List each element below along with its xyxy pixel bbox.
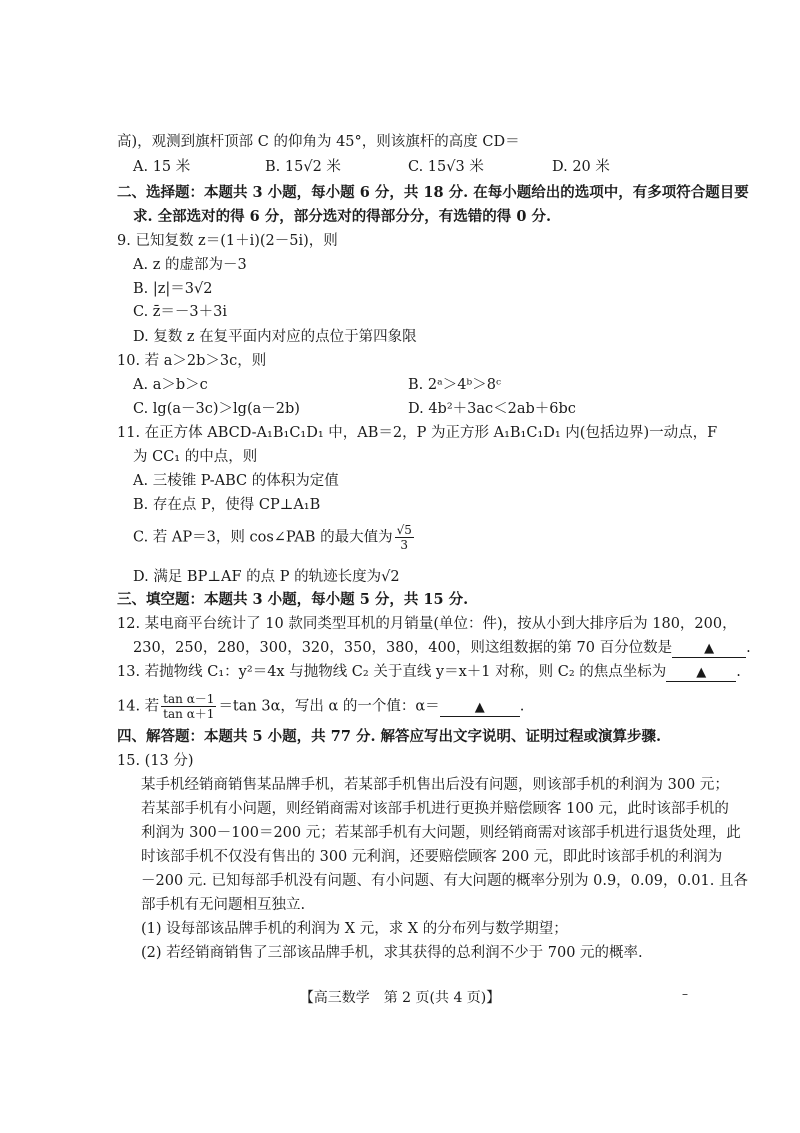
- q11-option-c: [133, 523, 416, 552]
- page-footer: 【高三数学 第 2 页(共 4 页)】: [299, 990, 501, 1006]
- q11-option-d: D. 满足 BP⊥AF 的点 P 的轨迹长度为√2: [133, 569, 400, 585]
- q9-option-a: A. z 的虚部为－3: [133, 257, 247, 273]
- q15-para-line1: 某手机经销商销售某品牌手机，若某部手机售出后没有问题，则该部手机的利润为 300 元；: [141, 777, 729, 793]
- q11-option-c-denominator: 3: [400, 538, 409, 552]
- q8-tail-text: 高)，观测到旗杆顶部 C 的仰角为 45°，则该旗杆的高度 CD＝: [117, 134, 520, 150]
- q13-line: [117, 662, 741, 682]
- blank-triangle-icon: ▲: [696, 665, 707, 680]
- q10-option-c: C. lg(a－3c)＞lg(a－2b): [133, 401, 300, 417]
- q15-subquestion-2: (2) 若经销商销售了三部该品牌手机，求其获得的总利润不少于 700 元的概率.: [141, 945, 643, 961]
- q8-option-a: A. 15 米: [133, 159, 191, 175]
- q10-option-d: D. 4b²＋3ac＜2ab＋6bc: [408, 401, 576, 417]
- footer-dash-mark: –: [682, 987, 688, 1001]
- q8-option-c: C. 15√3 米: [408, 159, 484, 175]
- blank-triangle-icon: ▲: [474, 699, 485, 715]
- q14-answer-blank: [440, 699, 520, 717]
- q9-stem: 9. 已知复数 z＝(1＋i)(2－5i)，则: [117, 233, 338, 249]
- section2-heading-line2: 求. 全部选对的得 6 分，部分选对的得部分分，有选错的得 0 分.: [133, 208, 552, 225]
- q10-option-a: A. a＞b＞c: [133, 377, 208, 393]
- section2-heading-line1: 二、选择题：本题共 3 小题，每小题 6 分，共 18 分. 在每小题给出的选项中，有多项符合题目要: [117, 184, 749, 201]
- q14-numerator: tan α－1: [163, 692, 215, 706]
- q12-line2: [133, 638, 751, 658]
- q13-end: .: [736, 664, 741, 680]
- q11-option-c-text: C. 若 AP＝3，则 cos∠PAB 的最大值为: [133, 529, 393, 546]
- q13-answer-blank: [666, 664, 736, 682]
- q8-option-b: B. 15√2 米: [265, 159, 341, 175]
- q10-option-b: B. 2ᵃ＞4ᵇ＞8ᶜ: [408, 377, 501, 393]
- q14-pre: 14. 若: [117, 698, 160, 715]
- section4-heading: 四、解答题：本题共 5 小题，共 77 分. 解答应写出文字说明、证明过程或演算步骤.: [117, 728, 662, 745]
- blank-triangle-icon: ▲: [704, 641, 715, 656]
- q15-para-line6: 部手机有无问题相互独立.: [141, 897, 306, 913]
- q11-option-c-numerator: √5: [396, 523, 412, 537]
- q9-option-b: B. |z|＝3√2: [133, 281, 213, 297]
- q12-line1: 12. 某电商平台统计了 10 款同类型耳机的月销量(单位：件)，按从小到大排序后为 180，200，: [117, 616, 737, 632]
- q12-answer-blank: [672, 640, 746, 658]
- q14-fraction: [161, 692, 216, 721]
- q11-stem-line1: 11. 在正方体 ABCD-A₁B₁C₁D₁ 中，AB＝2，P 为正方形 A₁B₁C₁D₁ 内(包括边界)一动点，F: [117, 425, 718, 441]
- q12-line2-text: 230，250，280，300，320，350，380，400，则这组数据的第 70 百分位数是: [133, 640, 673, 656]
- q11-stem-line2: 为 CC₁ 的中点，则: [133, 449, 258, 465]
- section3-heading: 三、填空题：本题共 3 小题，每小题 5 分，共 15 分.: [117, 591, 469, 608]
- q14-post: ＝tan 3α，写出 α 的一个值：α＝: [218, 698, 440, 715]
- q8-option-d: D. 20 米: [552, 159, 610, 175]
- q12-end: .: [746, 640, 751, 656]
- q9-option-c: C. z̄＝－3＋3i: [133, 304, 228, 320]
- q14-end: .: [519, 698, 525, 715]
- q9-option-d: D. 复数 z 在复平面内对应的点位于第四象限: [133, 329, 417, 345]
- q15-para-line5: －200 元. 已知每部手机没有问题、有小问题、有大问题的概率分别为 0.9，0.09，0.01. 且各: [141, 873, 748, 889]
- q15-subquestion-1: (1) 设每部该品牌手机的利润为 X 元，求 X 的分布列与数学期望；: [141, 921, 568, 937]
- q11-option-a: A. 三棱锥 P-ABC 的体积为定值: [133, 473, 339, 489]
- q15-para-line3: 利润为 300－100＝200 元；若某部手机有大问题，则经销商需对该部手机进行退货处理，此: [141, 825, 741, 841]
- q14-denominator: tan α＋1: [163, 707, 215, 721]
- q13-text: 13. 若抛物线 C₁：y²＝4x 与抛物线 C₂ 关于直线 y＝x＋1 对称，则 C₂ 的焦点坐标为: [117, 664, 667, 680]
- q15-para-line4: 时该部手机不仅没有售出的 300 元利润，还要赔偿顾客 200 元，即此时该部手机的利润为: [141, 849, 723, 865]
- q15-para-line2: 若某部手机有小问题，则经销商需对该部手机进行更换并赔偿顾客 100 元，此时该部手机的: [141, 801, 729, 817]
- q10-stem: 10. 若 a＞2b＞3c，则: [117, 353, 267, 369]
- q14-line: [117, 692, 524, 721]
- q11-option-b: B. 存在点 P，使得 CP⊥A₁B: [133, 497, 321, 513]
- q15-heading: 15. (13 分): [117, 753, 194, 769]
- q11-option-c-fraction: [395, 523, 414, 552]
